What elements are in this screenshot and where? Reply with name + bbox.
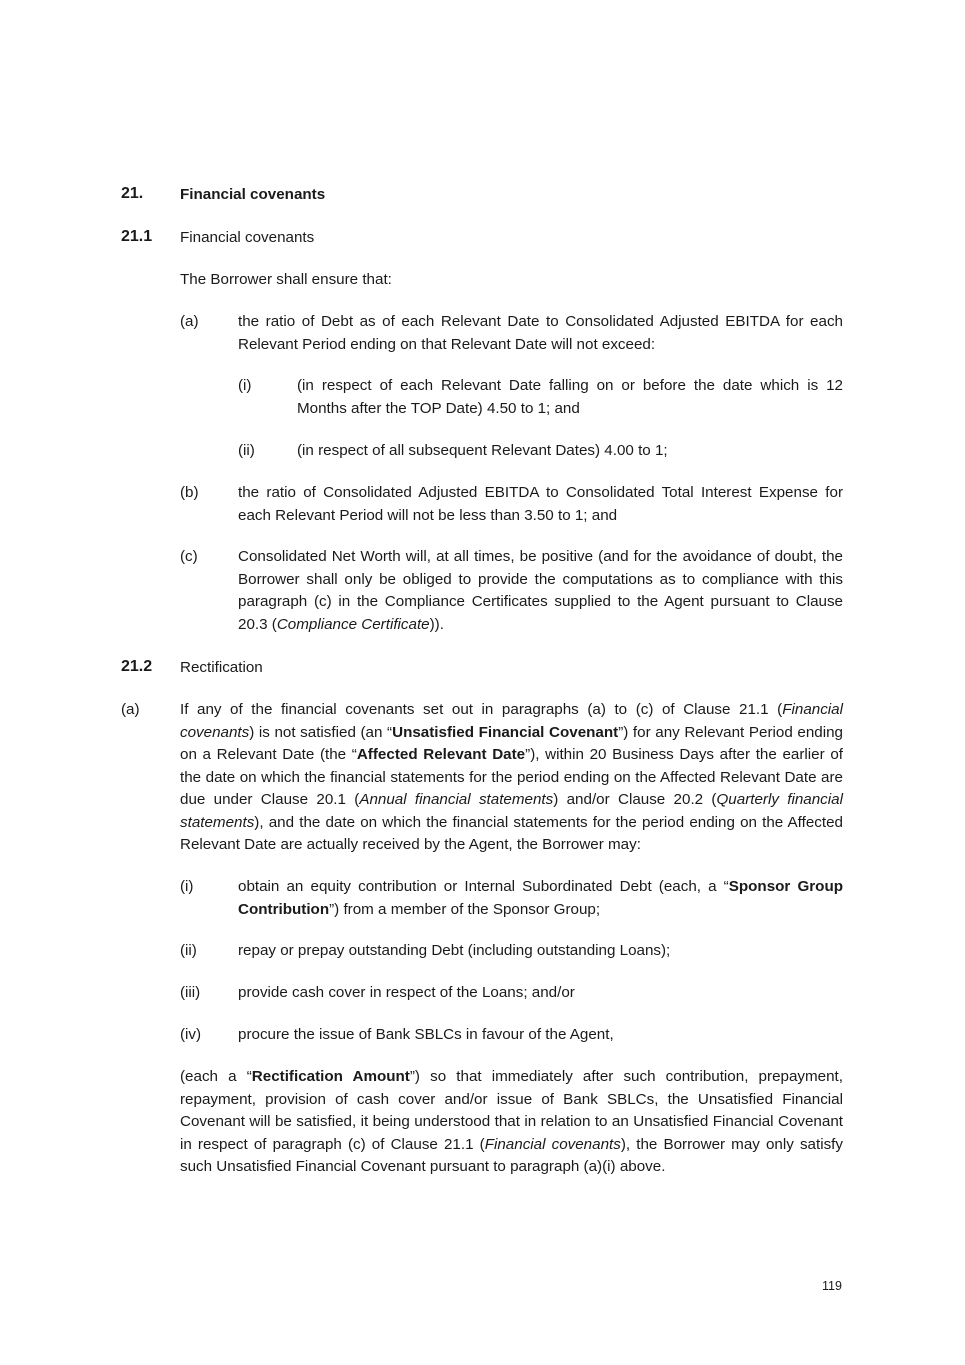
clause-21-1-number: 21.1 — [121, 228, 153, 245]
rect-a-text: If any of the financial covenants set out in paragraphs (a) to (c) of Clause 21.1 (Financial covenants) is not satisfied (an “Unsatisfied Financial Covenant”) for any Relevant Period ending on a Relevant Date (the “Affected Relevant Date”), within 20 Business Days after the earlier of the date on which the financial statements for the period ending on the Affected Relevant Date are due under Clause 20.1 (Annual financial statements) and/or Clause 20.2 (Quarterly financial statements), and the date on which the financial statements for the period ending on the Affected Relevant Date are actually received by the Agent, the Borrower may: — [180, 701, 843, 853]
item-a-ii-text: (in respect of all subsequent Relevant Dates) 4.00 to 1; — [297, 442, 668, 459]
clause-21-1-title: Financial covenants — [180, 229, 315, 246]
item-a-i-text: (in respect of each Relevant Date falling on or before the date which is 12 Months after the TOP Date) 4.50 to 1; and — [297, 377, 843, 417]
section-number: 21. — [121, 185, 144, 202]
rect-closing-text: (each a “Rectification Amount”) so that immediately after such contribution, prepayment, repayment, provision of cash cover and/or issue of Bank SBLCs, the Unsatisfied Financial Covenant will be satisfied, it being understood that in relation to an Unsatisfied Financial Covenant in respect of paragraph (c) of Clause 21.1 (Financial covenants), the Borrower may only satisfy such Unsatisfied Financial Covenant pursuant to paragraph (a)(i) above. — [180, 1068, 843, 1175]
item-a-label: (a) — [180, 313, 199, 330]
clause-21-1-intro: The Borrower shall ensure that: — [180, 271, 392, 288]
item-a-text: the ratio of Debt as of each Relevant Date to Consolidated Adjusted EBITDA for each Relevant Period ending on that Relevant Date will not exceed: — [238, 313, 843, 353]
rect-iii-text: provide cash cover in respect of the Loans; and/or — [238, 984, 575, 1001]
rect-iv-label: (iv) — [180, 1026, 202, 1043]
item-b-text: the ratio of Consolidated Adjusted EBITDA to Consolidated Total Interest Expense for each Relevant Period will not be less than 3.50 to 1; and — [238, 484, 843, 524]
section-title: Financial covenants — [180, 186, 326, 203]
rect-ii-text: repay or prepay outstanding Debt (including outstanding Loans); — [238, 942, 671, 959]
rect-iv-text: procure the issue of Bank SBLCs in favour of the Agent, — [238, 1026, 614, 1043]
item-a-ii-label: (ii) — [238, 442, 255, 459]
page-number: 119 — [822, 1279, 842, 1293]
rect-a-label: (a) — [121, 701, 140, 718]
item-a-i-label: (i) — [238, 377, 252, 394]
item-c-label: (c) — [180, 548, 198, 565]
clause-21-2-number: 21.2 — [121, 658, 153, 675]
rect-iii-label: (iii) — [180, 984, 201, 1001]
item-c-text: Consolidated Net Worth will, at all times, be positive (and for the avoidance of doubt, the Borrower shall only be obliged to provide the computations as to compliance with this paragraph (c) in the Compliance Certificates supplied to the Agent pursuant to Clause 20.3 (Compliance Certificate)). — [238, 548, 843, 633]
clause-21-2-title: Rectification — [180, 659, 263, 676]
rect-ii-label: (ii) — [180, 942, 197, 959]
rect-i-label: (i) — [180, 878, 194, 895]
rect-i-text: obtain an equity contribution or Internal Subordinated Debt (each, a “Sponsor Group Contribution”) from a member of the Sponsor Group; — [238, 878, 843, 918]
item-b-label: (b) — [180, 484, 199, 501]
